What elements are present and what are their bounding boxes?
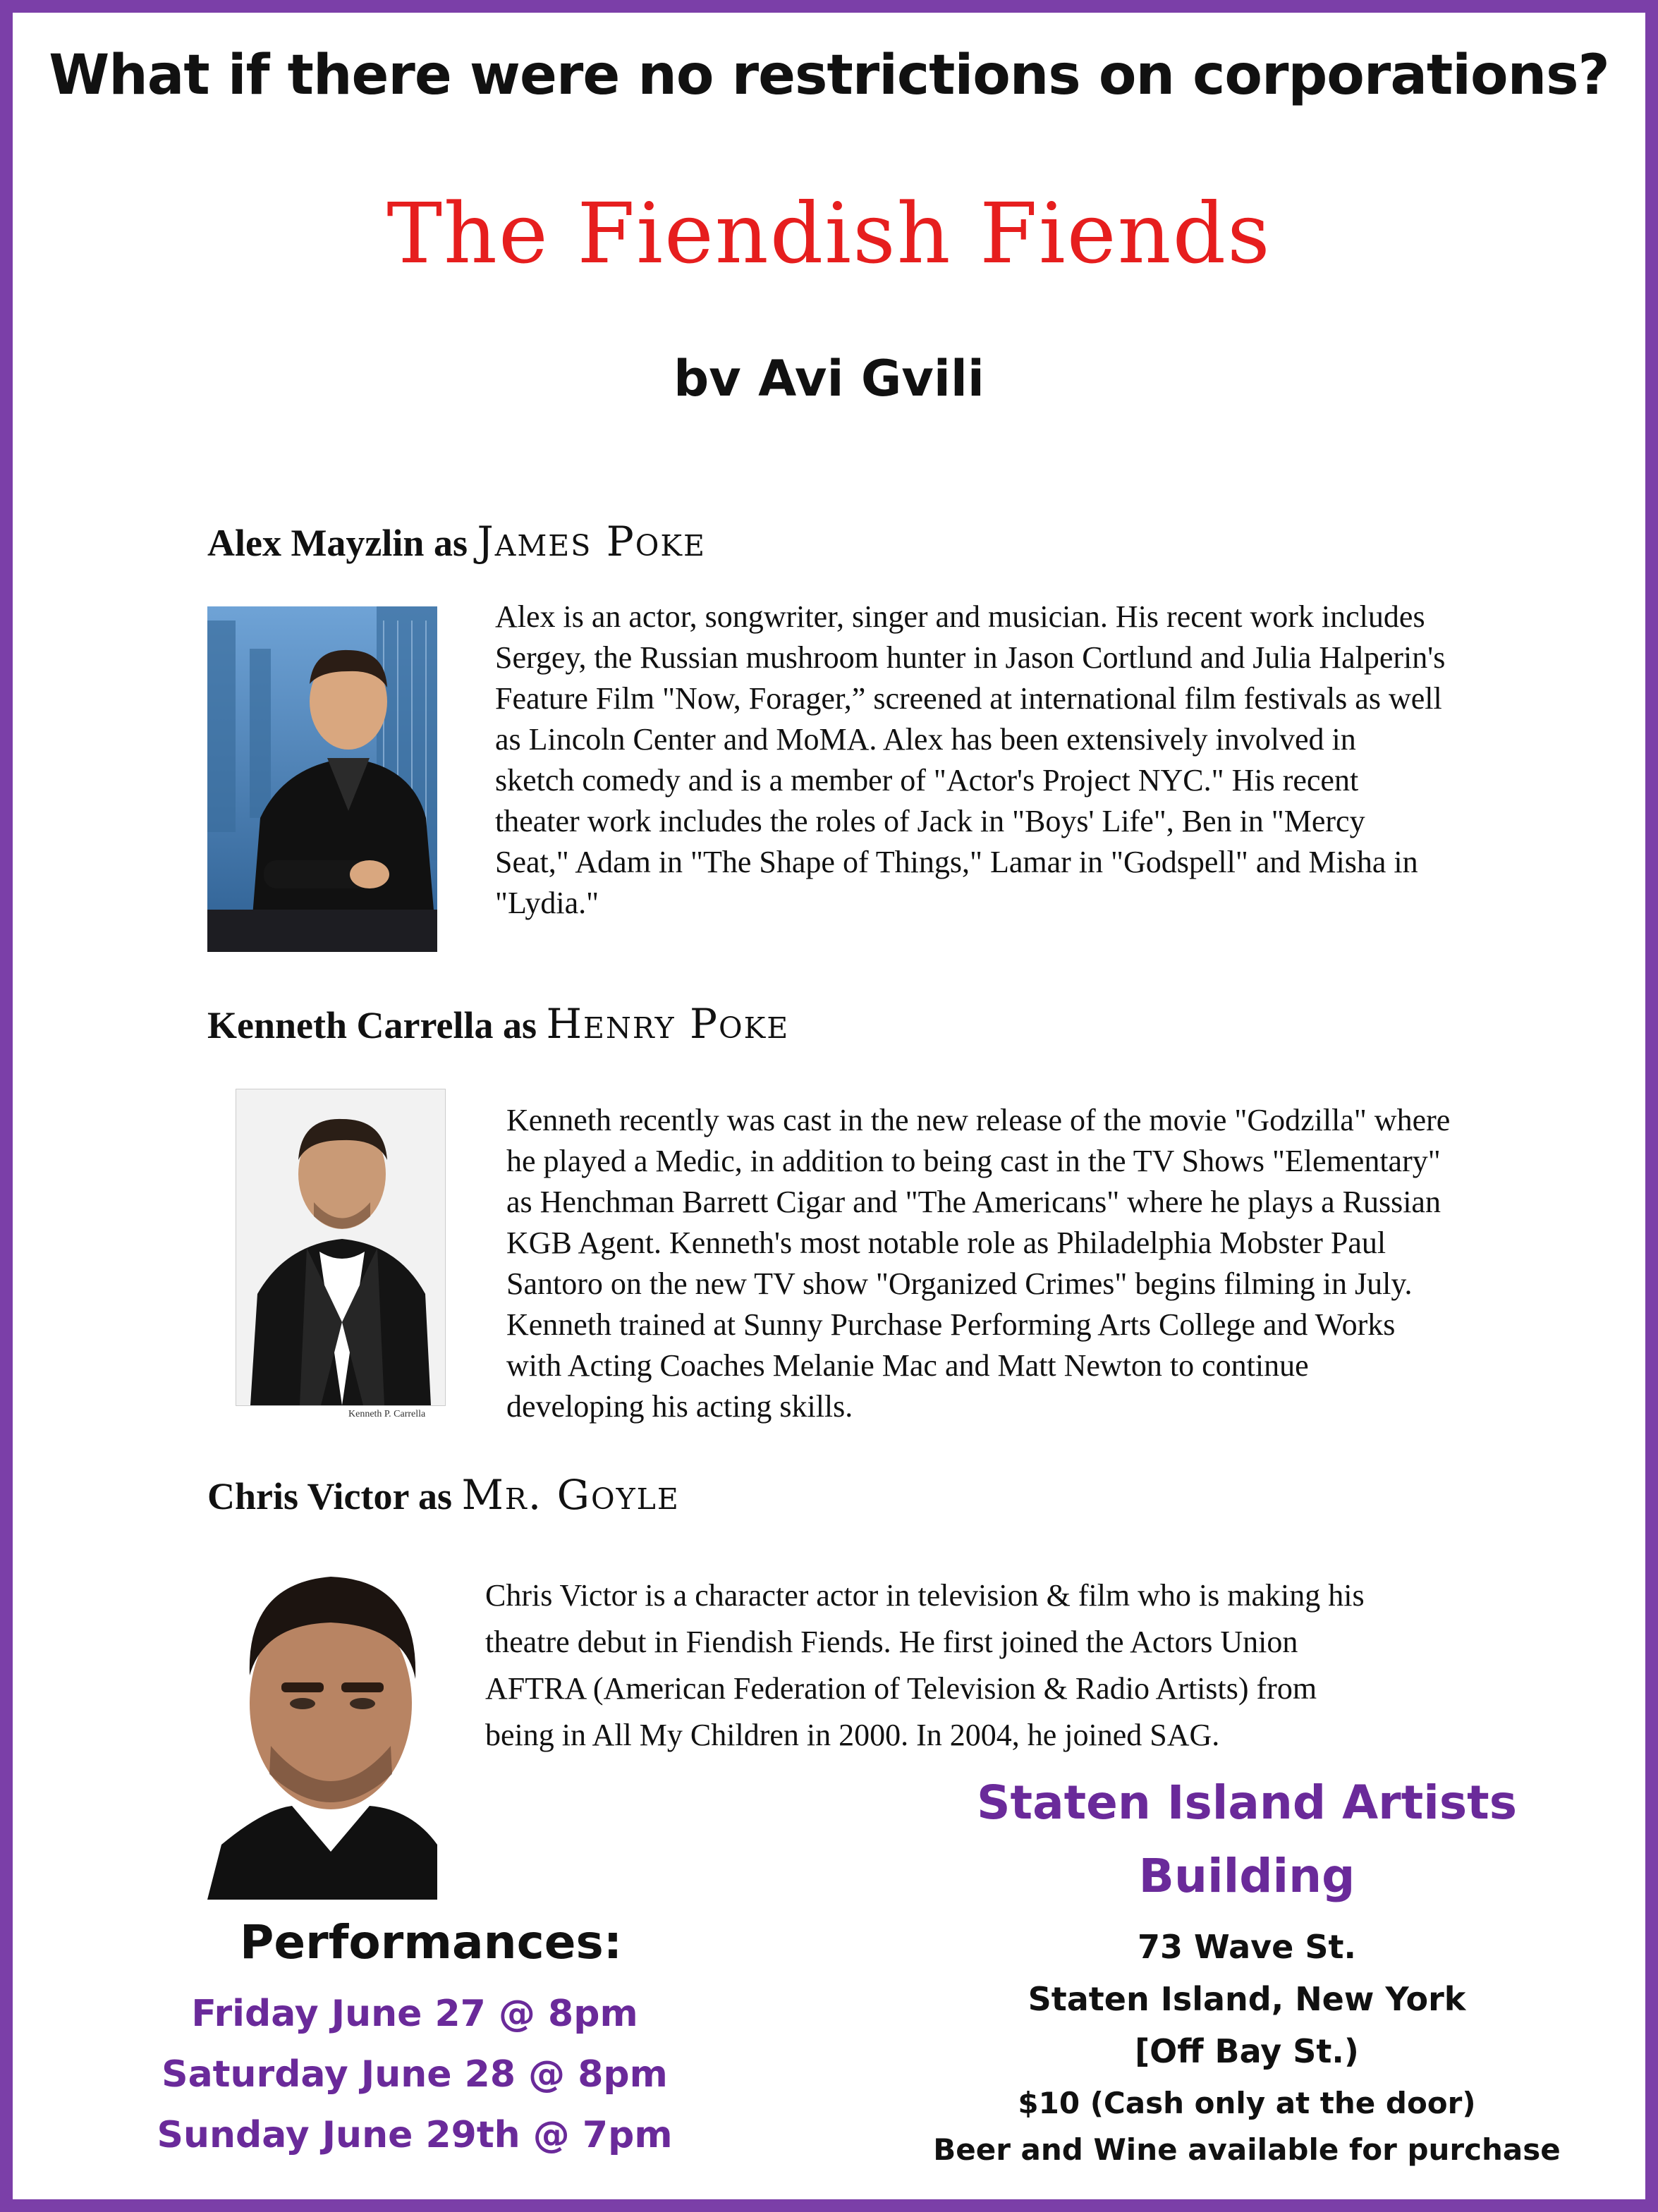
actor-name: Chris Victor as (207, 1475, 462, 1517)
bio-line: with Acting Coaches Melanie Mac and Matt Newton to continue (506, 1348, 1309, 1383)
bio-line: "Lydia." (495, 886, 599, 920)
performances-title: Performances: (240, 1915, 623, 1969)
bio-line: Santoro on the new TV show "Organized Crimes" begins filming in July. (506, 1266, 1413, 1301)
role-name: Mr. Goyle (461, 1471, 680, 1519)
bio-line: Chris Victor is a character actor in television & film who is making his (485, 1578, 1365, 1613)
byline: bv Avi Gvili (673, 350, 985, 408)
actor-photo-alex (207, 606, 437, 952)
bio-alex (495, 597, 1445, 924)
play-title: The Fiendish Fiends (386, 185, 1272, 282)
refreshments-note: Beer and Wine available for purchase (933, 2132, 1561, 2167)
actor-name: Kenneth Carrella as (207, 1004, 547, 1046)
bio-line: he played a Medic, in addition to being cast in the TV Shows "Elementary" (506, 1144, 1441, 1178)
role-name: James Poke (477, 518, 706, 566)
venue-name-line1: Staten Island Artists (976, 1776, 1518, 1830)
performance-date: Sunday June 29th @ 7pm (157, 2114, 673, 2156)
venue-address-street: 73 Wave St. (1138, 1928, 1356, 1966)
cast-heading-kenneth (207, 1000, 789, 1048)
bio-line: KGB Agent. Kenneth's most notable role as Philadelphia Mobster Paul (506, 1226, 1386, 1260)
photo-caption: Kenneth P. Carrella (348, 1409, 426, 1419)
bio-line: sketch comedy and is a member of "Actor's Project NYC." His recent (495, 763, 1359, 798)
bio-kenneth (506, 1100, 1450, 1427)
ticket-price: $10 (Cash only at the door) (1018, 2086, 1476, 2120)
cast-heading-alex (207, 518, 706, 566)
bio-line: developing his acting skills. (506, 1389, 853, 1424)
bio-line: Alex is an actor, songwriter, singer and musician. His recent work includes (495, 599, 1425, 634)
bio-line: Seat," Adam in "The Shape of Things," Lamar in "Godspell" and Misha in (495, 845, 1418, 879)
bio-line: Feature Film "Now, Forager,” screened at international film festivals as well (495, 681, 1442, 716)
venue-address-cross-street: [Off Bay St.) (1135, 2032, 1359, 2070)
bio-line: theater work includes the roles of Jack in "Boys' Life", Ben in "Mercy (495, 804, 1365, 838)
bio-line: as Lincoln Center and MoMA. Alex has been extensively involved in (495, 722, 1356, 757)
headline: What if there were no restrictions on corporations? (49, 44, 1609, 107)
bio-line: Kenneth trained at Sunny Purchase Performing Arts College and Works (506, 1307, 1396, 1342)
performance-date: Friday June 27 @ 8pm (191, 1993, 638, 2035)
bio-chris (485, 1572, 1365, 1759)
role-name: Henry Poke (546, 1000, 790, 1048)
performance-date: Saturday June 28 @ 8pm (161, 2053, 668, 2096)
bio-line: being in All My Children in 2000. In 2004, he joined SAG. (485, 1718, 1220, 1752)
actor-name: Alex Mayzlin as (207, 522, 477, 564)
bio-line: Sergey, the Russian mushroom hunter in Jason Cortlund and Julia Halperin's (495, 640, 1446, 675)
cast-heading-chris (207, 1471, 680, 1519)
bio-line: Kenneth recently was cast in the new release of the movie "Godzilla" where (506, 1103, 1451, 1137)
venue-address-city: Staten Island, New York (1028, 1980, 1466, 2018)
bio-line: as Henchman Barrett Cigar and "The Americans" where he plays a Russian (506, 1185, 1441, 1219)
venue-name-line2: Building (1138, 1849, 1355, 1903)
bio-line: AFTRA (American Federation of Television & Radio Artists) from (485, 1671, 1317, 1706)
bio-line: theatre debut in Fiendish Fiends. He first joined the Actors Union (485, 1625, 1298, 1659)
actor-photo-chris (207, 1563, 437, 1900)
actor-photo-kenneth (236, 1089, 446, 1406)
